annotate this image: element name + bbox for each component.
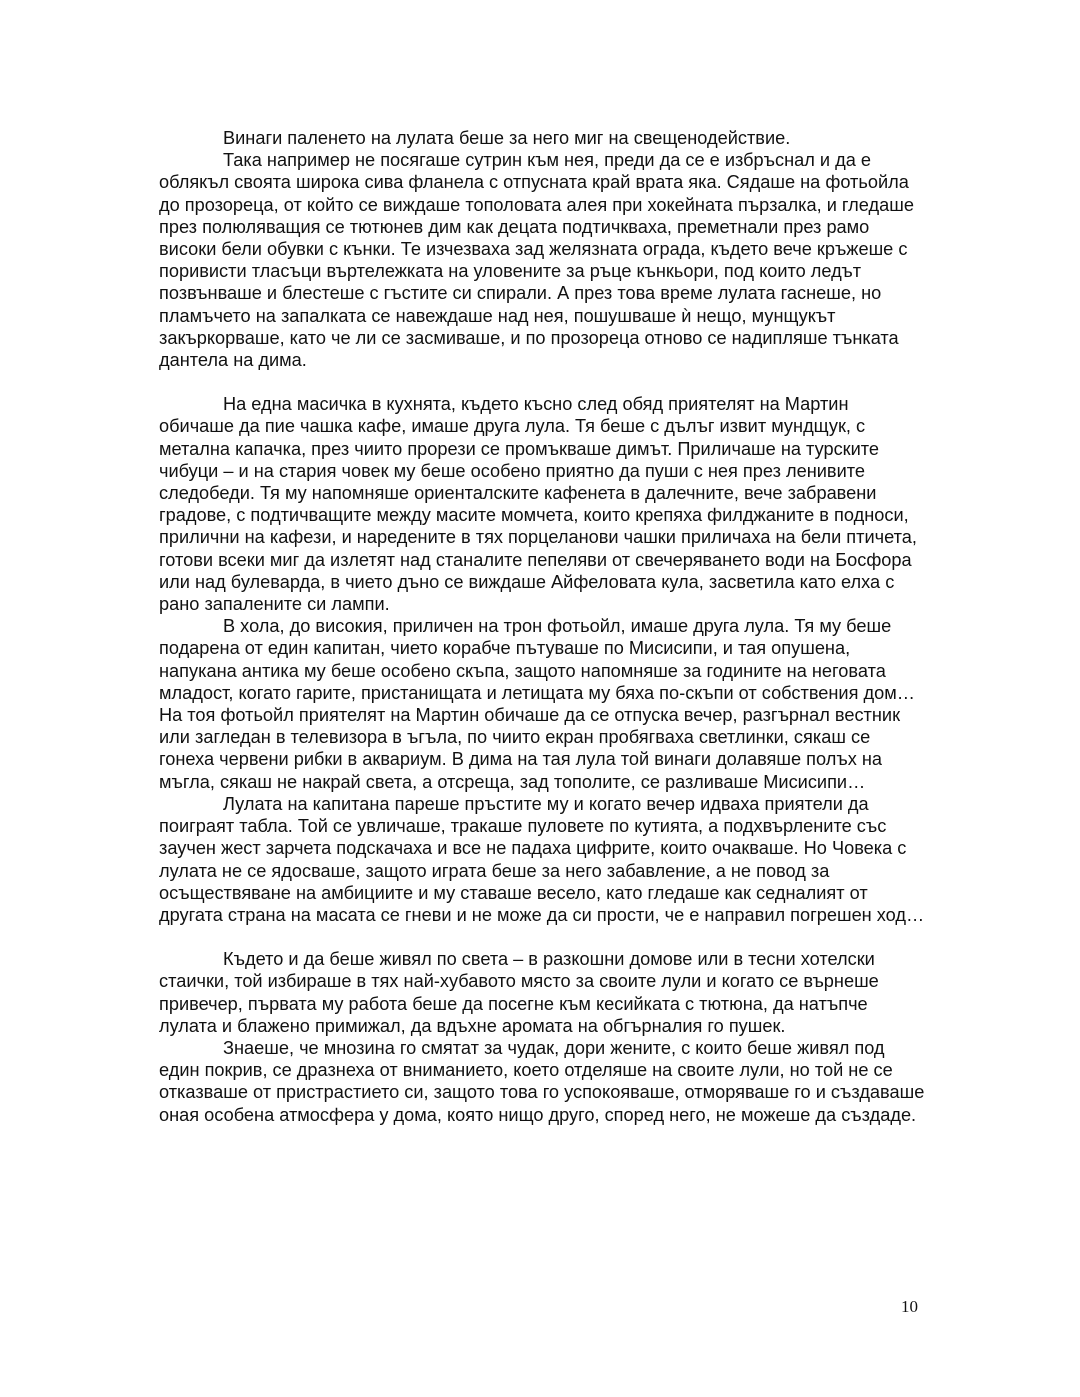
paragraph-6: Където и да беше живял по света – в разкошни домове или в тесни хотелски стаички, той избираше в тях най-хубавото място за своите лули и когато се върнеше привечер, първата му работа беше да посегне към кесийката с тютюна, да натъпче лулата и блажено примижал, да вдъхне аромата на обгърналия го пушек. (159, 949, 879, 1036)
paragraph-gap (159, 926, 927, 948)
paragraph-7: Знаеше, че мнозина го смятат за чудак, дори жените, с които беше живял под един покрив, се дразнеха от вниманието, което отделяше на своите лули, но той не се отказваше от пристрастието си, защото това го успокояваше, отморяваше го и създаваше оная особена атмосфера у дома, която нищо друго, според него, не можеше да създаде. (159, 1037, 925, 1125)
paragraph-5: Лулата на капитана пареше пръстите му и когато вечер идваха приятели да поиграят табла. Той се увличаше, тракаше пуловете по кутията, а подхвърлените със заучен жест зарчета подскачаха и все не падаха цифрите, които очакваше. Но Човека с лулата не се ядосваше, защото играта беше за него забавление, а не повод за осъществяване на амбициите и му ставаше весело, като гледаше как седналият от другата страна на масата се гневи и не може да си прости, че е направил погрешен ход… (159, 793, 925, 925)
page-number: 10 (901, 1297, 918, 1316)
paragraph-2: Така например не посягаше сутрин към нея, преди да се е избръснал и да е облякъл своята широка сива фланела с отпусната край врата яка. Сядаше на фотьойла до прозореца, от който се виждаше тополовата алея при хокейната пързалка, и гледаше през полюляващия се тютюнев дим как децата подтичкваха, преметнали през рамо високи бели обувки с кънки. Те изчезваха зад желязната ограда, където вече кръжеше с поривисти тласъци въртележката на уловените за ръце кънкьори, под които ледът позвънваше и блестеше с гъстите си спирали. А през това време лулата гаснеше, но пламъчето на запалката се навеждаше над нея, пошушваше ѝ нещо, мунщукът закъркорваше, като че ли се засмиваше, и по прозореца отново се надипляше тънката дантела на дима. (159, 150, 914, 371)
paragraph-4: В хола, до високия, приличен на трон фотьойл, имаше друга лула. Тя му беше подарена от един капитан, чието корабче пътуваше по Мисисипи, и тая опушена, напукана антика му беше особено скъпа, защото напомняше за годините на неговата младост, когато гарите, пристанищата и летищата му бяха по-скъпи от собствения дом… На тоя фотьойл приятелят на Мартин обичаше да се отпуска вечер, разгърнал вестник или загледан в телевизора в ъгъла, по чиито екран пробягваха светлинки, сякаш се гонеха червени рибки в аквариум. В дима на тая лула той винаги долавяше полъх на мъгла, сякаш не накрай света, а отсреща, зад тополите, се разливаше Мисисипи… (159, 616, 915, 792)
document-body (159, 127, 927, 1126)
paragraph-1: Винаги паленето на лулата беше за него миг на свещенодействие. (223, 128, 791, 148)
paragraph-3: На една масичка в кухнята, където късно след обяд приятелят на Мартин обичаше да пие чашка кафе, имаше друга лула. Тя беше с дълъг извит мундщук, с метална капачка, през чиито прорези се промъкваше димът. Приличаше на турските чибуци – и на стария човек му беше особено приятно да пуши с нея през ленивите следобеди. Тя му напомняше ориенталските кафенета в далечните, вече забравени градове, с подтичващите между масите момчета, които крепяха филджаните в подноси, прилични на кафези, и наредените в тях порцеланови чашки приличаха на бели птичета, готови всеки миг да излетят над станалите пепеляви от свечеряването води на Босфора или над булеварда, в чието дъно се виждаше Айфеловата кула, засветила като елха с рано запалените си лампи. (159, 394, 917, 615)
paragraph-gap (159, 371, 927, 393)
